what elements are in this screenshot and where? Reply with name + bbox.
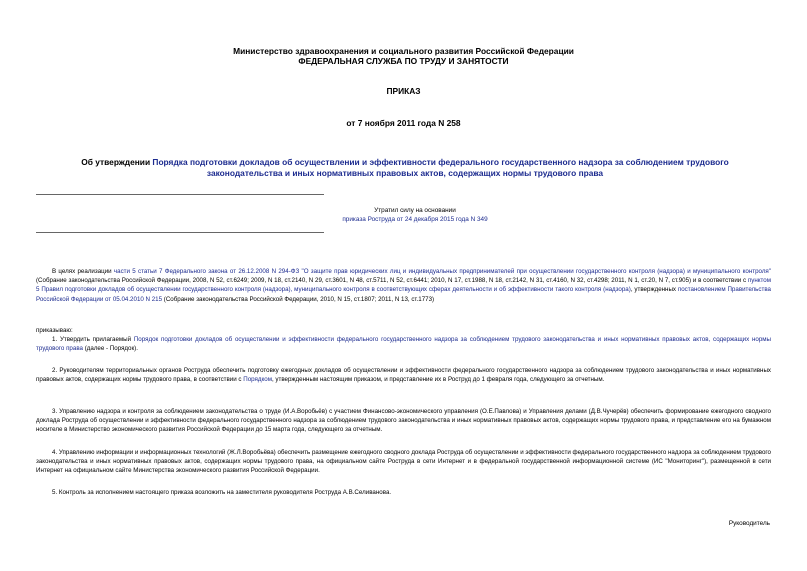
ministry-name: Министерство здравоохранения и социального развития Российской Федерации — [233, 46, 574, 56]
preamble-text-3: , утвержденных — [630, 286, 678, 294]
document-date: от 7 ноября 2011 года N 258 — [346, 118, 461, 128]
federal-law-link[interactable]: части 5 статьи 7 Федерального закона от 26.12.2008 N 294-ФЗ "О защите прав юридических лиц и индивидуальных предпринимателей при осуществлении государственного контроля (надзора) и муниципального контроля" — [113, 268, 771, 275]
order-word: приказываю: — [36, 327, 73, 334]
clause-4: 4. Управлению информации и информационных технологий (Ж.Л.Воробьёва) обеспечить размещение ежегодного сводного доклада Роструда об осуществлении и эффективности федерального государственного надзора за соблюдением трудового законодательства и иных нормативных правовых актов, содержащих нормы трудового права, на официальном сайте Роструда в сети Интернет и в федеральной государственной информационной системе (ИС "Мониторинг"), размещенной в сети Интернет на официальном сайте Министерства экономического развития Российской Федерации. — [36, 449, 771, 475]
clause-2-text-2: , утвержденным настоящим приказом, и представление их в Роструд до 1 февраля года, следующего за отчетным. — [271, 376, 605, 384]
void-note-order-link[interactable]: приказа Роструда от 24 декабря 2015 года N 349 — [342, 216, 488, 223]
procedure-short-link[interactable]: Порядком — [243, 376, 272, 384]
clause-5: 5. Контроль за исполнением настоящего приказа возложить на заместителя руководителя Роструда А.В.Селиванова. — [52, 489, 392, 496]
title-prefix: Об утверждении — [81, 157, 153, 167]
preamble-text-4: (Собрание законодательства Российской Федерации, 2010, N 15, ст.1807; 2011, N 13, ст.1773) — [162, 295, 435, 303]
clause-2-text-1: 2. Руководителям территориальных органов Роструда обеспечить подготовку ежегодных докладов об осуществлении и эффективности федерального государственного надзора за соблюдением трудового законодательства и иных нормативных правовых актов, содержащих нормы трудового права, в соответствии с — [36, 367, 771, 384]
document-title — [75, 157, 735, 179]
void-note-text: Утратил силу на основании — [374, 207, 456, 214]
signature-position: Руководитель — [728, 520, 770, 527]
government-decree-link[interactable]: постановлением Правительства Российской Федерации от 05.04.2010 N 215 — [36, 286, 771, 303]
title-procedure-link[interactable]: Порядка подготовки докладов об осуществлении и эффективности федерального государственного надзора за соблюдением трудового законодательства и иных нормативных правовых актов, содержащих нормы трудового права — [152, 157, 729, 178]
clause-1-text-1: 1. Утвердить прилагаемый — [52, 336, 134, 343]
preamble-text-2: (Собрание законодательства Российской Федерации, 2008, N 52, ст.6249; 2009, N 18, ст.2140, N 29, ст.3601, N 48, ст.5711, N 52, ст.6441; 2010, N 17, ст.1988, N 18, ст.2142, N 31, ст.4160, N 32, ст.4298; 2011, N 1, ст.20, N 7, ст.905) и в соответствии с — [36, 277, 748, 285]
document-type: ПРИКАЗ — [386, 86, 421, 96]
clause-1-text-2: (далее - Порядок). — [82, 345, 138, 353]
void-note — [300, 206, 530, 224]
procedure-link[interactable]: Порядок подготовки докладов об осуществлении и эффективности федерального государственного надзора за соблюдением трудового законодательства и иных нормативных правовых актов, содержащих нормы трудового права — [36, 336, 772, 353]
clause-1 — [36, 335, 771, 353]
divider-bottom — [36, 232, 324, 233]
service-name: ФЕДЕРАЛЬНАЯ СЛУЖБА ПО ТРУДУ И ЗАНЯТОСТИ — [298, 56, 509, 66]
divider-top — [36, 194, 324, 195]
clause-2 — [36, 366, 771, 384]
preamble-paragraph — [36, 267, 771, 304]
preamble-text-1: В целях реализации — [52, 268, 114, 275]
clause-3: 3. Управлению надзора и контроля за соблюдением законодательства о труде (И.А.Воробьёв) с участием Финансово-экономического управления (О.Е.Павлова) и Управления делами (Д.В.Чучерёв) обеспечить формирование ежегодного сводного доклада Роструда об осуществлении и эффективности федерального государственного надзора за соблюдением трудового законодательства и иных нормативных правовых актов, содержащих нормы трудового права, и представление его на бумажном носителе в Министерство экономического развития Российской Федерации до 15 марта года, следующего за отчетным. — [36, 408, 771, 434]
rules-point-link[interactable]: пунктом 5 Правил подготовки докладов об осуществлении государственного контроля (надзора), муниципального контроля в соответствующих сферах деятельности и об эффективности такого контроля (надзора) — [36, 277, 771, 294]
